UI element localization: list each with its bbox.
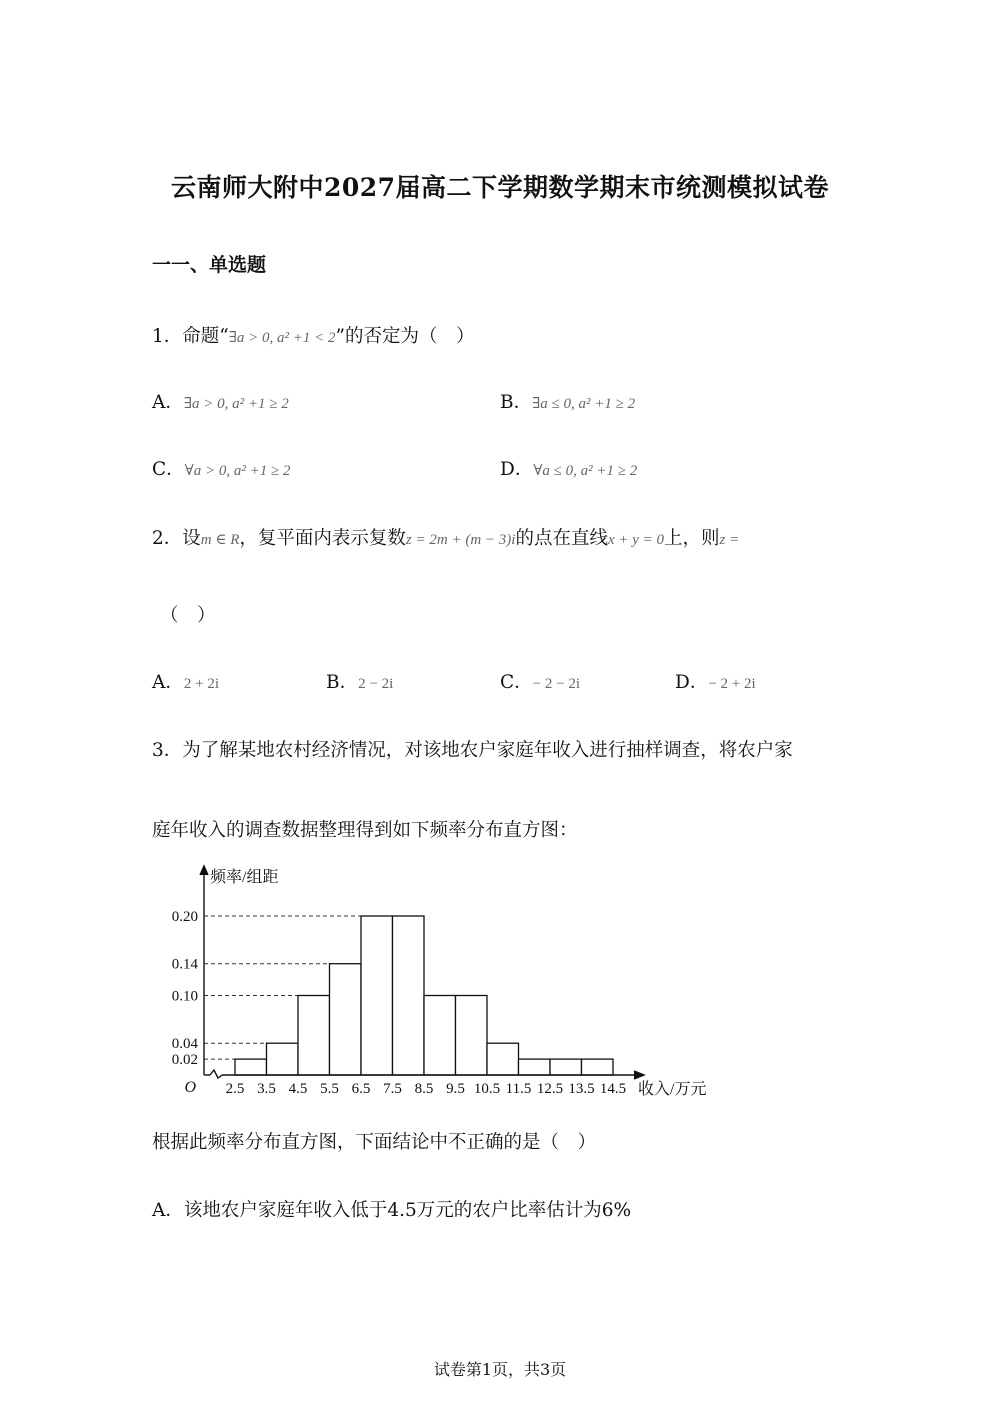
option-expr: ∀a ≤ 0, a² +1 ≥ 2 (533, 463, 638, 479)
x-tick-label: 4.5 (288, 1081, 308, 1097)
option-expr: ∀a > 0, a² +1 ≥ 2 (184, 463, 291, 479)
histogram-bar (519, 1059, 551, 1075)
x-tick-label: 3.5 (257, 1081, 276, 1097)
histogram-bar (393, 916, 425, 1075)
origin-label: O (184, 1079, 196, 1096)
x-axis-title: 收入/万元 (638, 1081, 707, 1098)
question-1-prefix: 1．命题“ (152, 326, 229, 347)
x-tick-label: 7.5 (383, 1081, 402, 1097)
option-expr: 2 − 2i (358, 676, 394, 692)
q2-expr-1: m ∈ R (200, 532, 240, 548)
option-label: D． (500, 459, 534, 480)
page-footer: 试卷第1页，共3页 (433, 1360, 567, 1379)
histogram-bar (582, 1059, 614, 1075)
question-1-suffix: ”的否定为（ ） (335, 326, 475, 347)
y-tick-label: 0.14 (171, 956, 198, 973)
x-tick-label: 10.5 (473, 1081, 501, 1097)
histogram-bar (550, 1059, 582, 1075)
y-tick-label: 0.10 (171, 988, 198, 1005)
histogram-bar (424, 996, 456, 1076)
q2-text-2: ，复平面内表示复数 (239, 528, 406, 549)
x-axis-arrow (634, 1071, 644, 1079)
question-3-line-1: 3．为了解某地农村经济情况，对该地农户家庭年收入进行抽样调查，将农户家 (152, 740, 793, 761)
q2-text-4: 上，则 (664, 528, 720, 549)
x-tick-label: 9.5 (446, 1081, 465, 1097)
x-tick-label: 12.5 (536, 1081, 564, 1097)
question-1-expr: ∃a > 0, a² +1 < 2 (228, 330, 336, 346)
histogram-bar (330, 964, 362, 1075)
axis-break (210, 1070, 222, 1078)
y-tick-label: 0.20 (171, 909, 198, 925)
page-title: 云南师大附中2027届高二下学期数学期末市统测模拟试卷 (170, 173, 830, 202)
question-3-line-2: 庭年收入的调查数据整理得到如下频率分布直方图： (152, 820, 578, 841)
histogram-bar (267, 1043, 299, 1075)
option-label: C． (500, 672, 533, 693)
x-tick-label: 6.5 (351, 1081, 371, 1097)
option-expr: − 2 + 2i (708, 676, 756, 692)
option-label: B． (326, 672, 359, 693)
histogram-bar (487, 1043, 519, 1075)
option-label: A． (152, 672, 184, 693)
q2-expr-2: z = 2m + (m − 3)i (405, 532, 516, 548)
q2-expr-4: z = (719, 532, 740, 548)
x-tick-label: 5.5 (320, 1081, 339, 1097)
option-label: C． (152, 459, 185, 480)
question-3-option-a: A．该地农户家庭年收入低于4.5万元的农户比率估计为6% (152, 1200, 632, 1221)
x-tick-label: 2.5 (225, 1081, 245, 1097)
option-label: B． (500, 392, 533, 413)
y-tick-label: 0.04 (171, 1036, 198, 1053)
section-heading: 一一、单选题 (152, 254, 267, 276)
question-2-paren: （ ） (160, 605, 216, 626)
histogram-bar (298, 996, 330, 1076)
q2-text-3: 的点在直线 (515, 528, 608, 549)
histogram-bar (361, 916, 393, 1075)
x-tick-label: 8.5 (414, 1081, 434, 1097)
option-label: A． (152, 392, 184, 413)
question-3-prompt: 根据此频率分布直方图，下面结论中不正确的是（ ） (152, 1132, 597, 1153)
y-axis-arrow (200, 866, 208, 875)
histogram-bar (235, 1059, 267, 1075)
option-expr: ∃a ≤ 0, a² +1 ≥ 2 (532, 396, 636, 412)
x-tick-label: 11.5 (505, 1081, 532, 1097)
option-expr: − 2 − 2i (532, 676, 580, 692)
q2-expr-3: x + y = 0 (607, 532, 665, 548)
y-tick-label: 0.02 (171, 1052, 198, 1069)
option-label: D． (675, 672, 709, 693)
option-expr: 2 + 2i (183, 676, 220, 692)
histogram-bar (456, 996, 488, 1076)
x-tick-label: 14.5 (599, 1081, 627, 1097)
q2-text-1: 2．设 (152, 528, 201, 549)
option-expr: ∃a > 0, a² +1 ≥ 2 (183, 396, 289, 412)
y-axis-title: 频率/组距 (210, 869, 279, 886)
x-tick-label: 13.5 (568, 1081, 595, 1097)
